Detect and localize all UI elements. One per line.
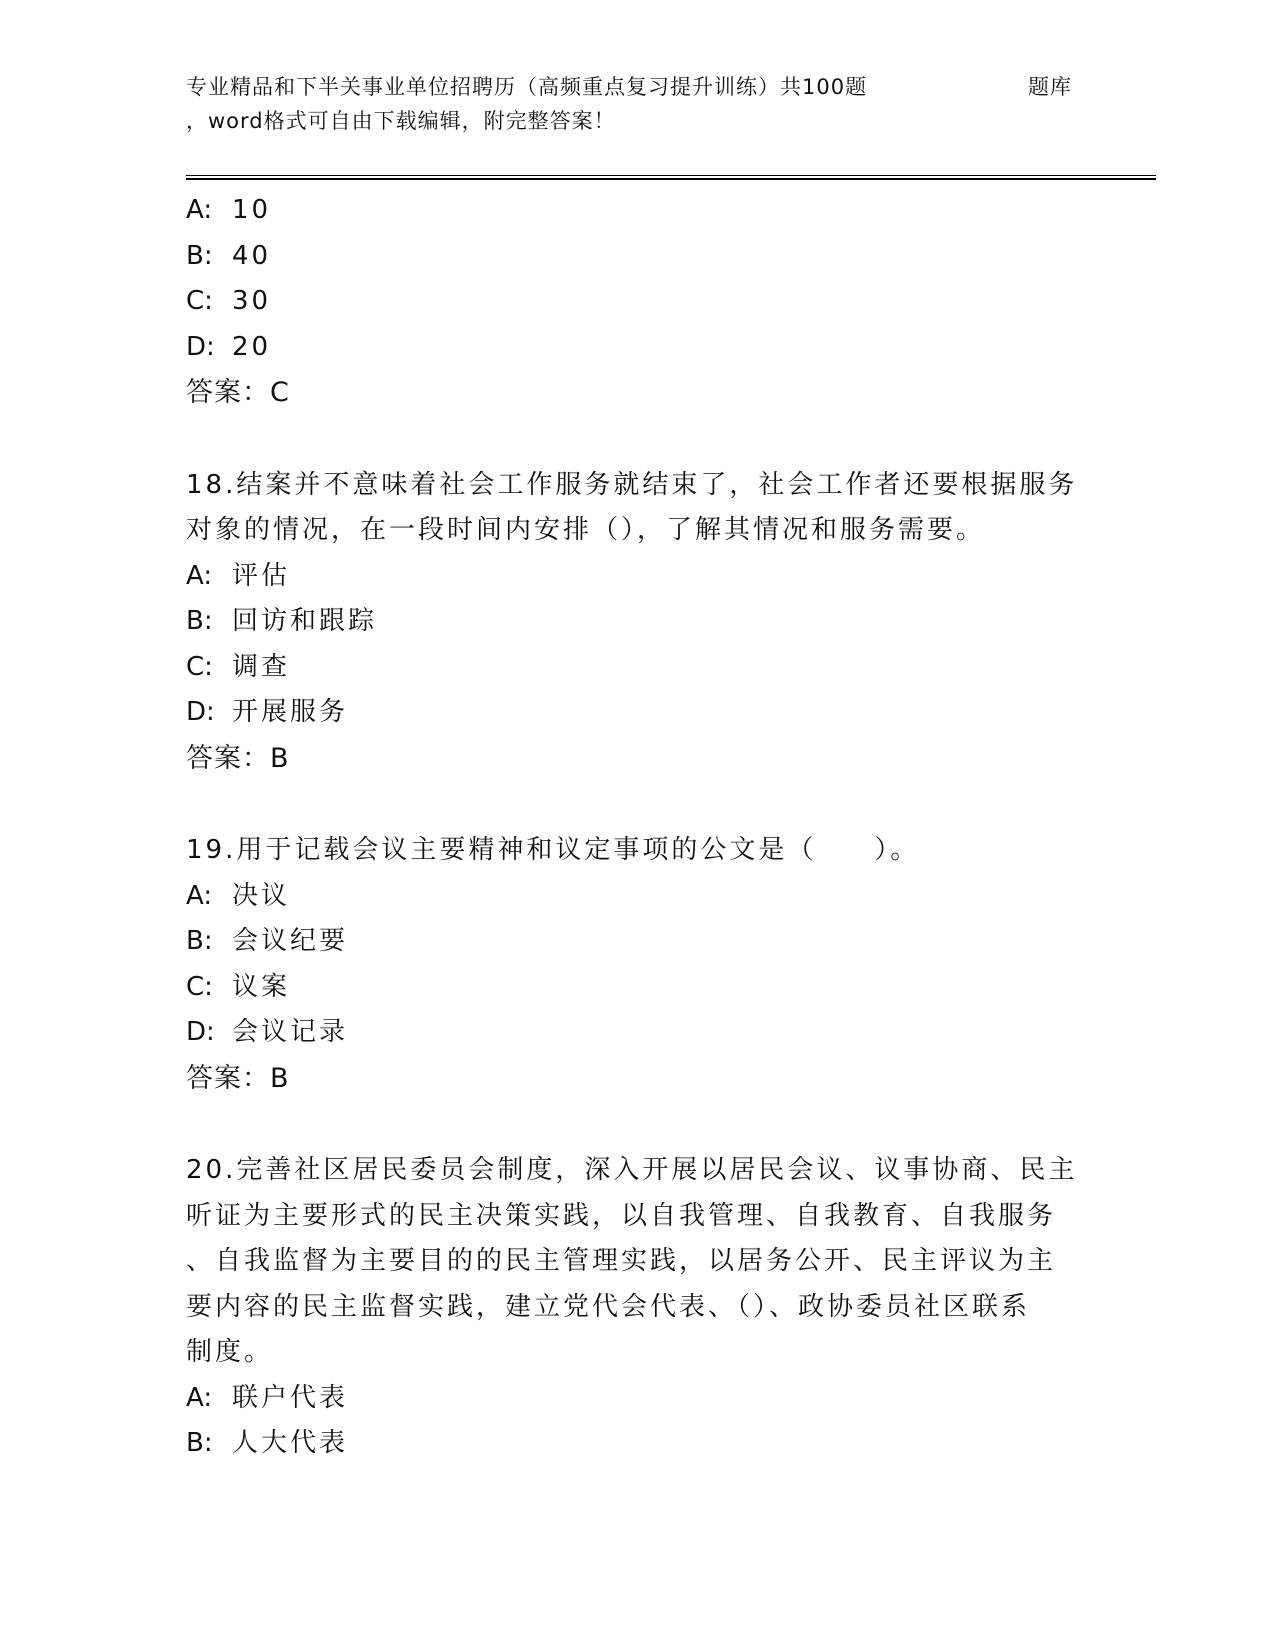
option-label: D: bbox=[186, 331, 215, 362]
option-label: D: bbox=[186, 1017, 215, 1047]
option-text: 会议纪要 bbox=[232, 926, 349, 956]
option-text: 20 bbox=[232, 331, 272, 362]
option-label: B: bbox=[186, 240, 213, 271]
option-text: 评估 bbox=[232, 560, 291, 591]
option-label: A: bbox=[186, 560, 213, 591]
header-divider bbox=[186, 175, 1156, 180]
header-title: 专业精品和下半关事业单位招聘历（高频重点复习提升训练）共100题 bbox=[186, 75, 868, 99]
option-b bbox=[186, 599, 1086, 645]
option-text: 10 bbox=[232, 195, 272, 225]
option-text: 开展服务 bbox=[232, 697, 349, 727]
question-list bbox=[186, 188, 1086, 1467]
option-label: D: bbox=[186, 697, 215, 727]
question-text-line: 听证为主要形式的民主决策实践，以自我管理、自我教育、自我服务 bbox=[186, 1200, 1057, 1231]
option-label: A: bbox=[186, 880, 213, 911]
option-a bbox=[186, 874, 1086, 920]
option-d bbox=[186, 690, 1086, 736]
question-text-line: 、自我监督为主要目的的民主管理实践，以居务公开、民主评议为主 bbox=[186, 1246, 1057, 1276]
option-b bbox=[186, 919, 1086, 965]
option-c bbox=[186, 965, 1086, 1011]
answer-line: 答案：B bbox=[186, 742, 290, 774]
header-line bbox=[186, 72, 1156, 102]
answer-line: 答案：C bbox=[186, 377, 290, 408]
spacer bbox=[186, 781, 1086, 828]
page-header bbox=[186, 72, 1156, 136]
spacer bbox=[186, 1101, 1086, 1148]
question-text-line: 20.完善社区居民委员会制度，深入开展以居民会议、议事协商、民主 bbox=[186, 1155, 1078, 1185]
option-text: 议案 bbox=[232, 971, 291, 1002]
option-label: B: bbox=[186, 1428, 213, 1458]
option-text: 决议 bbox=[232, 880, 291, 911]
option-label: B: bbox=[186, 606, 213, 636]
question-19 bbox=[186, 828, 1086, 1101]
option-label: A: bbox=[186, 195, 213, 225]
question-text-line: 18.结案并不意味着社会工作服务就结束了，社会工作者还要根据服务 bbox=[186, 469, 1078, 500]
option-c bbox=[186, 279, 1086, 325]
option-b bbox=[186, 1421, 1086, 1467]
option-text: 会议记录 bbox=[232, 1017, 349, 1047]
option-text: 回访和跟踪 bbox=[232, 606, 378, 636]
option-label: C: bbox=[186, 971, 213, 1002]
question-text-line: 要内容的民主监督实践，建立党代会代表、（）、政协委员社区联系 bbox=[186, 1291, 1031, 1322]
option-text: 人大代表 bbox=[232, 1428, 349, 1458]
option-b bbox=[186, 234, 1086, 280]
option-label: C: bbox=[186, 651, 213, 682]
header-subtitle: ，word格式可自由下载编辑，附完整答案！ bbox=[186, 109, 616, 133]
option-label: A: bbox=[186, 1382, 213, 1413]
option-a bbox=[186, 188, 1086, 234]
question-text-line: 19.用于记载会议主要精神和议定事项的公文是（ ）。 bbox=[186, 835, 920, 865]
option-text: 30 bbox=[232, 286, 272, 316]
option-label: B: bbox=[186, 926, 213, 956]
option-c bbox=[186, 645, 1086, 691]
question-17 bbox=[186, 188, 1086, 416]
option-text: 联户代表 bbox=[232, 1382, 349, 1413]
spacer bbox=[186, 416, 1086, 463]
option-a bbox=[186, 554, 1086, 600]
option-a bbox=[186, 1376, 1086, 1422]
question-text-line: 对象的情况，在一段时间内安排（），了解其情况和服务需要。 bbox=[186, 515, 986, 545]
option-d bbox=[186, 1010, 1086, 1056]
option-text: 调查 bbox=[232, 651, 291, 682]
option-label: C: bbox=[186, 286, 213, 316]
question-20 bbox=[186, 1148, 1086, 1467]
option-d bbox=[186, 325, 1086, 371]
header-tag: 题库 bbox=[1028, 75, 1072, 99]
question-text-line: 制度。 bbox=[186, 1337, 274, 1367]
answer-line: 答案：B bbox=[186, 1062, 290, 1094]
question-18 bbox=[186, 463, 1086, 782]
option-text: 40 bbox=[232, 240, 272, 271]
